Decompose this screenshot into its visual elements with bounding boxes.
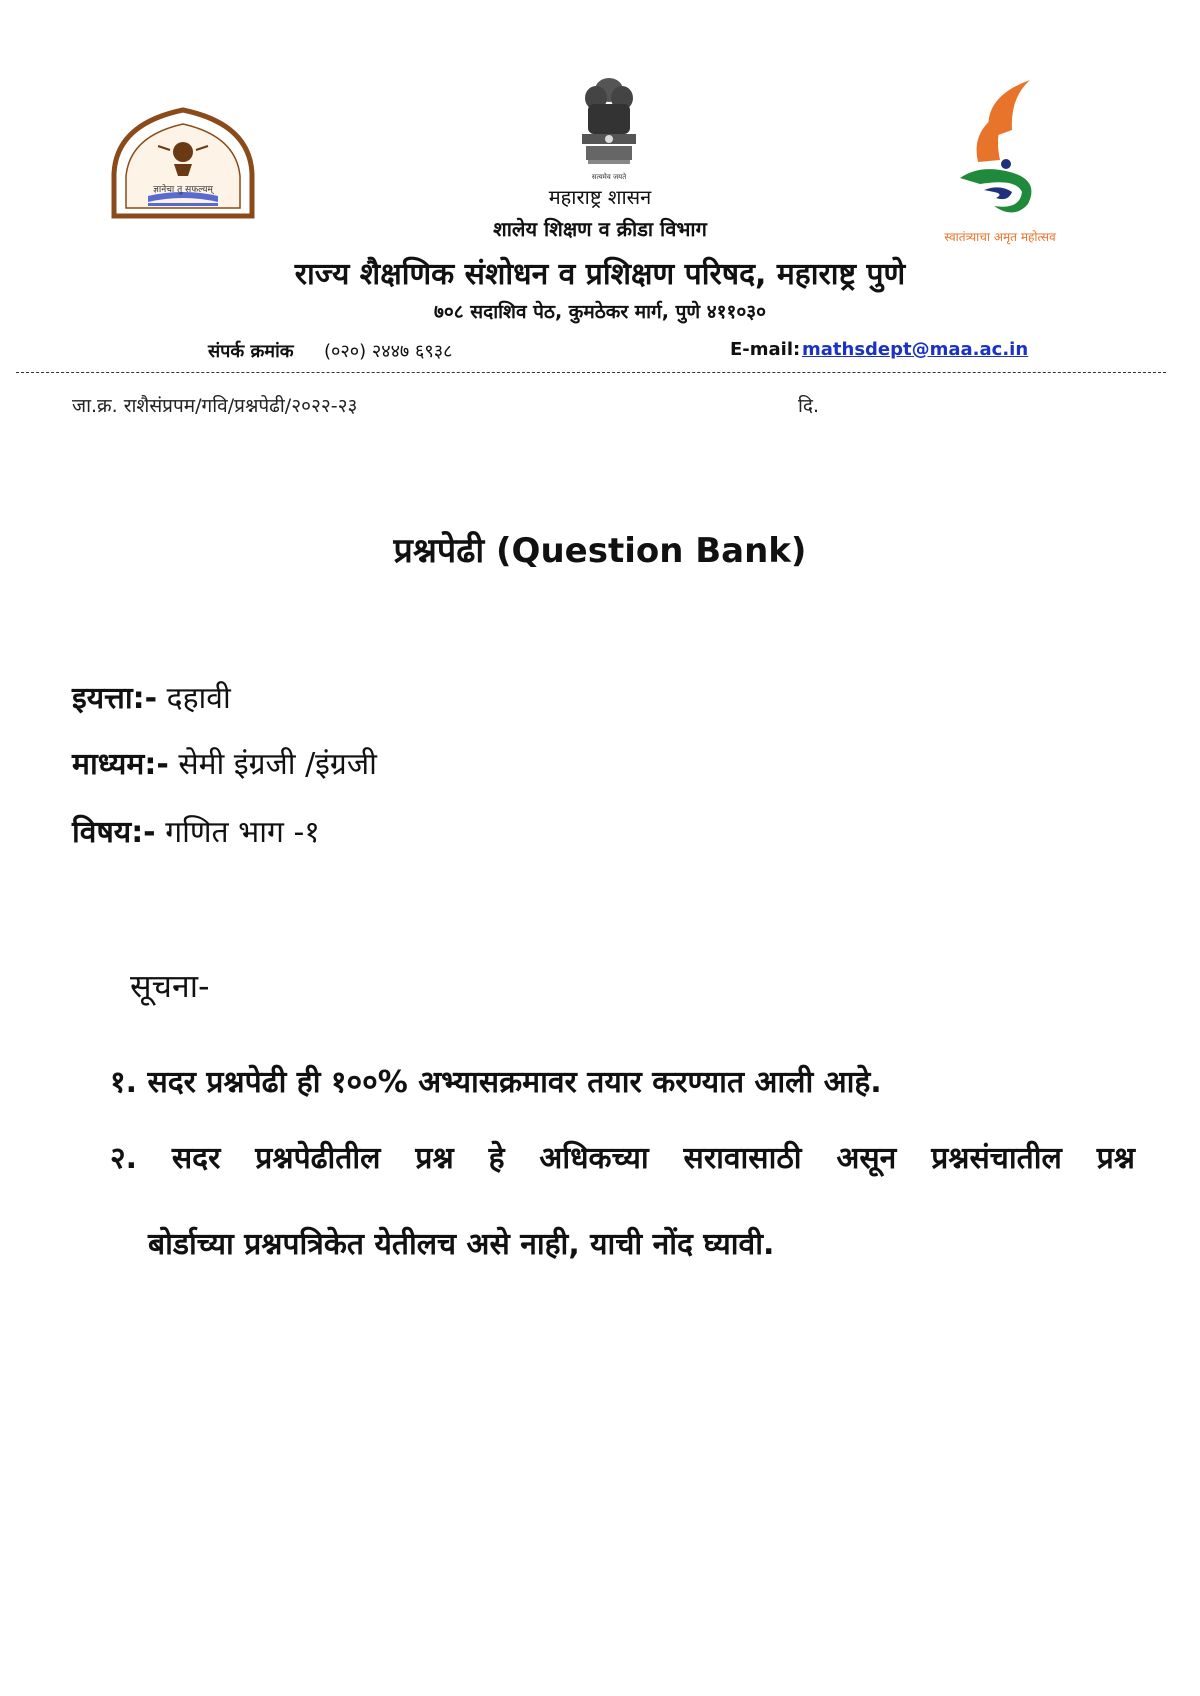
subject-value: गणित भाग -१ [165, 815, 320, 850]
standard-row [72, 676, 231, 717]
national-emblem-logo [568, 74, 650, 182]
office-address: ७०८ सदाशिव पेठ, कुमठेकर मार्ग, पुणे ४११०३० [434, 301, 766, 323]
document-title: प्रश्नपेढी (Question Bank) [393, 531, 807, 571]
header-divider [16, 372, 1166, 373]
department-name: शालेय शिक्षण व क्रीडा विभाग [493, 217, 707, 241]
date-label: दि. [798, 395, 820, 417]
reference-number: जा.क्र. राशैसंप्रपम/गवि/प्रश्नपेढी/२०२२-२३ [72, 395, 358, 417]
email-label: E-mail: [730, 339, 801, 360]
standard-value: दहावी [166, 681, 231, 716]
contact-number: (०२०) २४४७ ६९३८ [324, 341, 453, 362]
amrit-mahotsav-caption: स्वातंत्र्याचा अमृत महोत्सव [944, 230, 1056, 244]
medium-row [72, 742, 377, 783]
medium-label: माध्यम:- [72, 747, 169, 782]
note-item-1: १. सदर प्रश्नपेढी ही १००% अभ्यासक्रमावर तयार करण्यात आली आहे. [110, 1065, 882, 1100]
standard-label: इयत्ता:- [72, 681, 158, 716]
contact-label: संपर्क क्रमांक [208, 341, 294, 362]
email-link[interactable]: mathsdept@maa.ac.in [802, 339, 1029, 360]
subject-row [72, 810, 320, 851]
emblem-caption: सत्यमेव जयते [591, 173, 627, 181]
note-item-2-line-1: २. सदर प्रश्नपेढीतील प्रश्न हे अधिकच्या सरावासाठी असून प्रश्नसंचातील प्रश्न [110, 1141, 1135, 1176]
council-name: राज्य शैक्षणिक संशोधन व प्रशिक्षण परिषद, महाराष्ट्र पुणे [294, 257, 906, 292]
government-name: महाराष्ट्र शासन [548, 185, 652, 209]
subject-label: विषय:- [72, 815, 156, 850]
note-item-2-line-2: बोर्डाच्या प्रश्नपत्रिकेत येतीलच असे नाही, याची नोंद घ्यावी. [148, 1227, 775, 1262]
notes-heading: सूचना- [130, 967, 210, 1005]
seal-motto: ज्ञानेचा तु सफल्यम् [153, 185, 213, 195]
medium-value: सेमी इंग्रजी /इंग्रजी [178, 747, 377, 782]
